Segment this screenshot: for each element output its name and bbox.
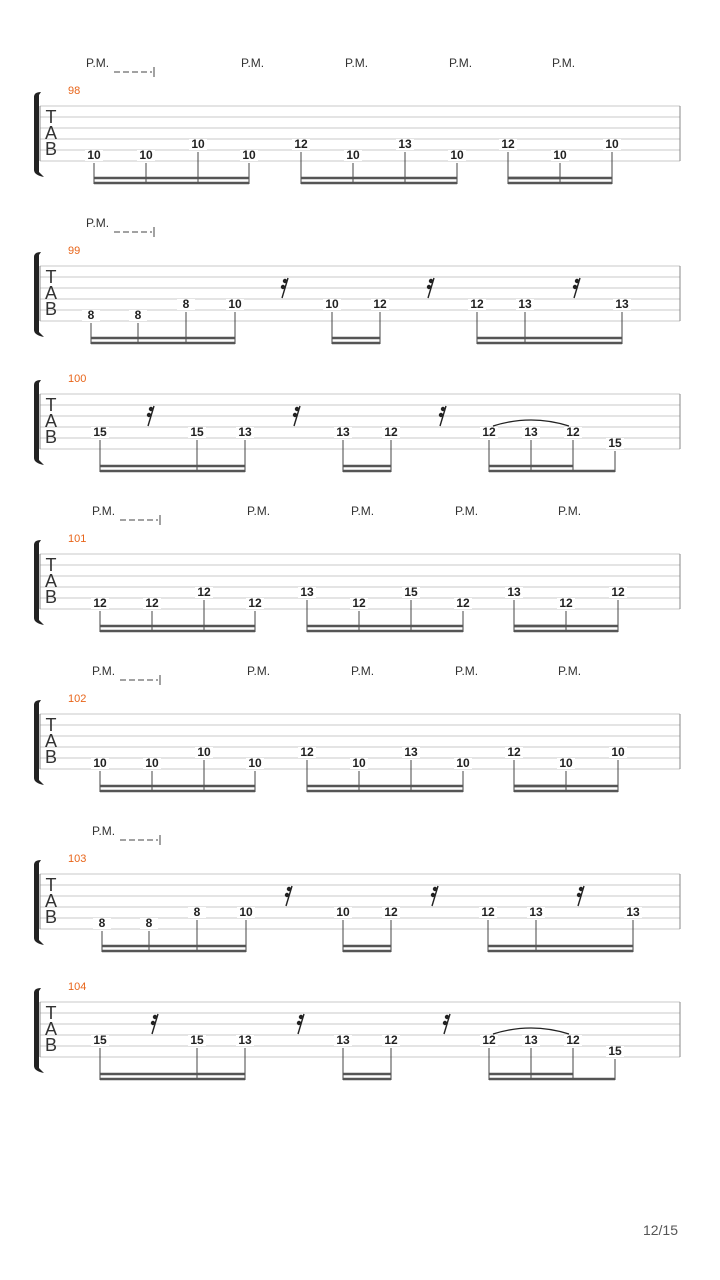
clef-letter-b: B — [44, 747, 58, 767]
fret-number: 13 — [336, 1033, 350, 1047]
fret-number: 12 — [611, 585, 625, 599]
palm-mute-label: P.M. — [86, 56, 110, 70]
fret-number: 12 — [566, 1033, 580, 1047]
fret-number: 10 — [228, 297, 242, 311]
clef-letter-b: B — [44, 299, 58, 319]
fret-number: 13 — [626, 905, 640, 919]
clef-letter-t: T — [45, 395, 57, 415]
fret-number: 13 — [300, 585, 314, 599]
fret-number: 13 — [615, 297, 629, 311]
system-bracket — [34, 540, 44, 625]
system-bracket — [34, 860, 44, 945]
system-bracket — [34, 988, 44, 1073]
palm-mute-label: P.M. — [449, 56, 473, 70]
fret-number: 12 — [501, 137, 515, 151]
palm-mute-label: P.M. — [92, 664, 116, 678]
rest-dot — [429, 279, 433, 283]
fret-number: 13 — [518, 297, 532, 311]
rest-dot — [427, 285, 431, 289]
clef-letter-a: A — [44, 1019, 58, 1039]
clef-letter-a: A — [44, 731, 58, 751]
fret-number: 15 — [93, 1033, 107, 1047]
fret-number: 15 — [608, 436, 622, 450]
fret-number: 8 — [145, 916, 153, 930]
fret-number: 13 — [529, 905, 543, 919]
system-99 — [34, 216, 680, 344]
rest-dot — [293, 413, 297, 417]
clef-letter-a: A — [44, 123, 58, 143]
clef-letter-t: T — [45, 267, 57, 287]
fret-number: 13 — [238, 1033, 252, 1047]
fret-number: 12 — [482, 425, 496, 439]
fret-number: 13 — [398, 137, 412, 151]
system-bracket — [34, 92, 44, 177]
fret-number: 8 — [193, 905, 201, 919]
fret-number: 12 — [384, 905, 398, 919]
measure-number: 102 — [68, 693, 87, 705]
fret-number: 13 — [524, 425, 538, 439]
fret-number: 12 — [559, 596, 573, 610]
fret-number: 12 — [300, 745, 314, 759]
system-103 — [34, 824, 680, 952]
palm-mute-label: P.M. — [455, 664, 479, 678]
fret-number: 10 — [450, 148, 464, 162]
palm-mute-label: P.M. — [558, 664, 582, 678]
rest-dot — [295, 407, 299, 411]
fret-number: 15 — [93, 425, 107, 439]
fret-number: 13 — [524, 1033, 538, 1047]
fret-number: 10 — [248, 756, 262, 770]
measure-number: 101 — [68, 533, 87, 545]
measure-number: 98 — [68, 85, 81, 97]
clef-letter-b: B — [44, 587, 58, 607]
fret-number: 12 — [470, 297, 484, 311]
system-bracket — [34, 380, 44, 465]
fret-number: 12 — [507, 745, 521, 759]
fret-number: 12 — [566, 425, 580, 439]
clef-letter-t: T — [45, 875, 57, 895]
palm-mute-label: P.M. — [92, 824, 116, 838]
fret-number: 10 — [553, 148, 567, 162]
page-total: 15 — [662, 1222, 678, 1238]
fret-number: 15 — [190, 425, 204, 439]
palm-mute-label: P.M. — [345, 56, 369, 70]
fret-number: 10 — [87, 148, 101, 162]
system-102 — [34, 664, 680, 792]
palm-mute-label: P.M. — [455, 504, 479, 518]
fret-number: 12 — [384, 425, 398, 439]
clef-letter-b: B — [44, 427, 58, 447]
palm-mute-label: P.M. — [247, 504, 271, 518]
fret-number: 10 — [346, 148, 360, 162]
palm-mute-label: P.M. — [247, 664, 271, 678]
fret-number: 10 — [325, 297, 339, 311]
fret-number: 10 — [611, 745, 625, 759]
fret-number: 10 — [352, 756, 366, 770]
clef-letter-b: B — [44, 139, 58, 159]
palm-mute-label: P.M. — [92, 504, 116, 518]
rest-dot — [441, 407, 445, 411]
rest-dot — [297, 1021, 301, 1025]
fret-number: 8 — [87, 308, 95, 322]
fret-number: 12 — [384, 1033, 398, 1047]
rest-dot — [287, 887, 291, 891]
fret-number: 10 — [336, 905, 350, 919]
clef-letter-a: A — [44, 571, 58, 591]
fret-number: 13 — [336, 425, 350, 439]
system-101 — [34, 504, 680, 632]
fret-number: 12 — [145, 596, 159, 610]
clef-letter-t: T — [45, 1003, 57, 1023]
rest-dot — [151, 1021, 155, 1025]
fret-number: 10 — [139, 148, 153, 162]
rest-dot — [579, 887, 583, 891]
rest-dot — [445, 1015, 449, 1019]
palm-mute-label: P.M. — [552, 56, 576, 70]
fret-number: 12 — [456, 596, 470, 610]
fret-number: 12 — [481, 905, 495, 919]
clef-letter-b: B — [44, 1035, 58, 1055]
rest-dot — [281, 285, 285, 289]
page-current: 12 — [642, 1222, 659, 1238]
fret-number: 10 — [242, 148, 256, 162]
fret-number: 13 — [238, 425, 252, 439]
rest-dot — [283, 279, 287, 283]
system-bracket — [34, 700, 44, 785]
rest-dot — [299, 1015, 303, 1019]
rest-dot — [149, 407, 153, 411]
rest-dot — [573, 285, 577, 289]
fret-number: 15 — [404, 585, 418, 599]
fret-number: 8 — [98, 916, 106, 930]
fret-number: 10 — [145, 756, 159, 770]
fret-number: 12 — [248, 596, 262, 610]
clef-letter-t: T — [45, 715, 57, 735]
rest-dot — [433, 887, 437, 891]
measure-number: 103 — [68, 853, 87, 865]
fret-number: 10 — [559, 756, 573, 770]
palm-mute-label: P.M. — [86, 216, 110, 230]
fret-number: 12 — [93, 596, 107, 610]
fret-number: 12 — [294, 137, 308, 151]
rest-dot — [575, 279, 579, 283]
fret-number: 12 — [197, 585, 211, 599]
rest-dot — [443, 1021, 447, 1025]
fret-number: 10 — [191, 137, 205, 151]
system-104 — [34, 981, 680, 1080]
fret-number: 13 — [404, 745, 418, 759]
fret-number: 8 — [182, 297, 190, 311]
clef-letter-b: B — [44, 907, 58, 927]
system-98 — [34, 56, 680, 184]
clef-letter-a: A — [44, 283, 58, 303]
palm-mute-label: P.M. — [558, 504, 582, 518]
system-bracket — [34, 252, 44, 337]
measure-number: 99 — [68, 245, 81, 257]
measure-number: 100 — [68, 373, 87, 385]
fret-number: 15 — [608, 1044, 622, 1058]
fret-number: 13 — [507, 585, 521, 599]
rest-dot — [439, 413, 443, 417]
fret-number: 10 — [605, 137, 619, 151]
rest-dot — [577, 893, 581, 897]
rest-dot — [431, 893, 435, 897]
rest-dot — [285, 893, 289, 897]
fret-number: 10 — [197, 745, 211, 759]
palm-mute-label: P.M. — [351, 664, 375, 678]
system-100 — [34, 373, 680, 472]
fret-number: 12 — [482, 1033, 496, 1047]
rest-dot — [153, 1015, 157, 1019]
fret-number: 10 — [239, 905, 253, 919]
fret-number: 12 — [373, 297, 387, 311]
fret-number: 8 — [134, 308, 142, 322]
page-number — [643, 1222, 678, 1238]
palm-mute-label: P.M. — [241, 56, 265, 70]
fret-number: 12 — [352, 596, 366, 610]
measure-number: 104 — [68, 981, 87, 993]
clef-letter-t: T — [45, 107, 57, 127]
fret-number: 15 — [190, 1033, 204, 1047]
clef-letter-a: A — [44, 411, 58, 431]
clef-letter-a: A — [44, 891, 58, 911]
palm-mute-label: P.M. — [351, 504, 375, 518]
clef-letter-t: T — [45, 555, 57, 575]
fret-number: 10 — [93, 756, 107, 770]
page-separator: / — [658, 1222, 663, 1238]
fret-number: 10 — [456, 756, 470, 770]
rest-dot — [147, 413, 151, 417]
